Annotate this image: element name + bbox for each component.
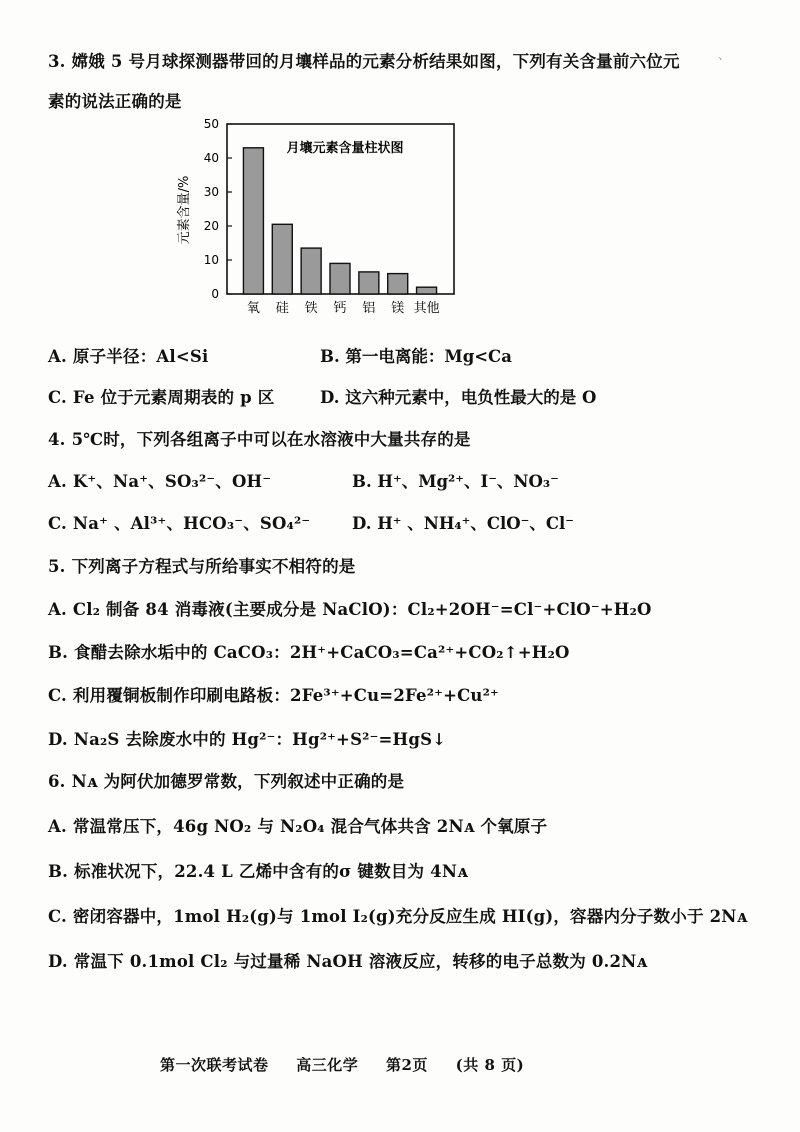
q5-option-d: D. Na₂S 去除废水中的 Hg²⁻：Hg²⁺+S²⁻=HgS↓ bbox=[48, 730, 447, 749]
bar-5 bbox=[388, 274, 408, 294]
q6-option-a: A. 常温常压下，46g NO₂ 与 N₂O₄ 混合气体共含 2Nᴀ 个氧原子 bbox=[48, 817, 548, 836]
y-tick-label: 40 bbox=[203, 151, 219, 165]
x-tick-label: 铁 bbox=[304, 301, 318, 316]
q3-option-c: C. Fe 位于元素周期表的 p 区 bbox=[48, 388, 275, 407]
y-tick-label: 50 bbox=[203, 117, 219, 131]
y-tick-label: 20 bbox=[203, 219, 219, 233]
moon-soil-bar-chart bbox=[170, 112, 460, 322]
footer-subject: 高三化学 bbox=[296, 1056, 359, 1074]
q6-option-d: D. 常温下 0.1mol Cl₂ 与过量稀 NaOH 溶液反应，转移的电子总数为 0.2Nᴀ bbox=[48, 952, 648, 971]
q4-option-a: A. K⁺、Na⁺、SO₃²⁻、OH⁻ bbox=[48, 472, 272, 491]
q4-option-b: B. H⁺、Mg²⁺、I⁻、NO₃⁻ bbox=[352, 472, 559, 491]
q5-option-b: B. 食醋去除水垢中的 CaCO₃：2H⁺+CaCO₃=Ca²⁺+CO₂↑+H₂O bbox=[48, 643, 570, 662]
x-tick-label: 其他 bbox=[413, 301, 440, 316]
x-tick-label: 硅 bbox=[275, 301, 289, 316]
x-tick-label: 氧 bbox=[246, 301, 260, 316]
x-tick-label: 铝 bbox=[362, 301, 376, 316]
bar-1 bbox=[272, 224, 292, 294]
q5-option-c: C. 利用覆铜板制作印刷电路板：2Fe³⁺+Cu=2Fe²⁺+Cu²⁺ bbox=[48, 686, 499, 705]
bar-4 bbox=[359, 272, 379, 294]
q5-stem: 5. 下列离子方程式与所给事实不相符的是 bbox=[48, 557, 356, 576]
footer-exam: 第一次联考试卷 bbox=[160, 1056, 269, 1074]
chart-title: 月壤元素含量柱状图 bbox=[286, 141, 404, 156]
q6-option-c: C. 密闭容器中，1mol H₂(g)与 1mol I₂(g)充分反应生成 HI(g)，容器内分子数小于 2Nᴀ bbox=[48, 907, 748, 926]
q4-stem: 4. 5℃时，下列各组离子中可以在水溶液中大量共存的是 bbox=[48, 430, 471, 449]
y-tick-label: 0 bbox=[211, 287, 219, 301]
q4-option-c: C. Na⁺ 、Al³⁺、HCO₃⁻、SO₄²⁻ bbox=[48, 514, 311, 533]
x-tick-label: 钙 bbox=[333, 301, 347, 316]
edge-mark: 、 bbox=[718, 48, 731, 62]
chart-ylabel: 元素含量/% bbox=[177, 175, 192, 245]
y-tick-label: 10 bbox=[203, 253, 219, 267]
x-tick-label: 镁 bbox=[391, 301, 405, 316]
bar-0 bbox=[243, 148, 263, 294]
q6-option-b: B. 标准状况下，22.4 L 乙烯中含有的σ 键数目为 4Nᴀ bbox=[48, 862, 468, 881]
bar-6 bbox=[417, 287, 437, 294]
q4-option-d: D. H⁺ 、NH₄⁺、ClO⁻、Cl⁻ bbox=[352, 514, 574, 533]
q3-option-a: A. 原子半径：Al<Si bbox=[48, 347, 209, 366]
y-tick-label: 30 bbox=[203, 185, 219, 199]
footer-total: (共 8 页) bbox=[455, 1056, 525, 1074]
q5-option-a: A. Cl₂ 制备 84 消毒液(主要成分是 NaClO)：Cl₂+2OH⁻=Cl⁻+ClO⁻+H₂O bbox=[48, 600, 652, 619]
q3-stem-line1: 3. 嫦娥 5 号月球探测器带回的月壤样品的元素分析结果如图，下列有关含量前六位元 bbox=[48, 52, 680, 71]
q3-option-d: D. 这六种元素中，电负性最大的是 O bbox=[320, 388, 597, 407]
q3-stem-line2: 素的说法正确的是 bbox=[48, 92, 182, 111]
q6-stem: 6. Nᴀ 为阿伏加德罗常数，下列叙述中正确的是 bbox=[48, 772, 405, 791]
q3-option-b: B. 第一电离能：Mg<Ca bbox=[320, 347, 512, 366]
bar-2 bbox=[301, 248, 321, 294]
page-footer bbox=[160, 1054, 546, 1075]
bar-3 bbox=[330, 263, 350, 294]
footer-page: 第2页 bbox=[386, 1056, 428, 1074]
